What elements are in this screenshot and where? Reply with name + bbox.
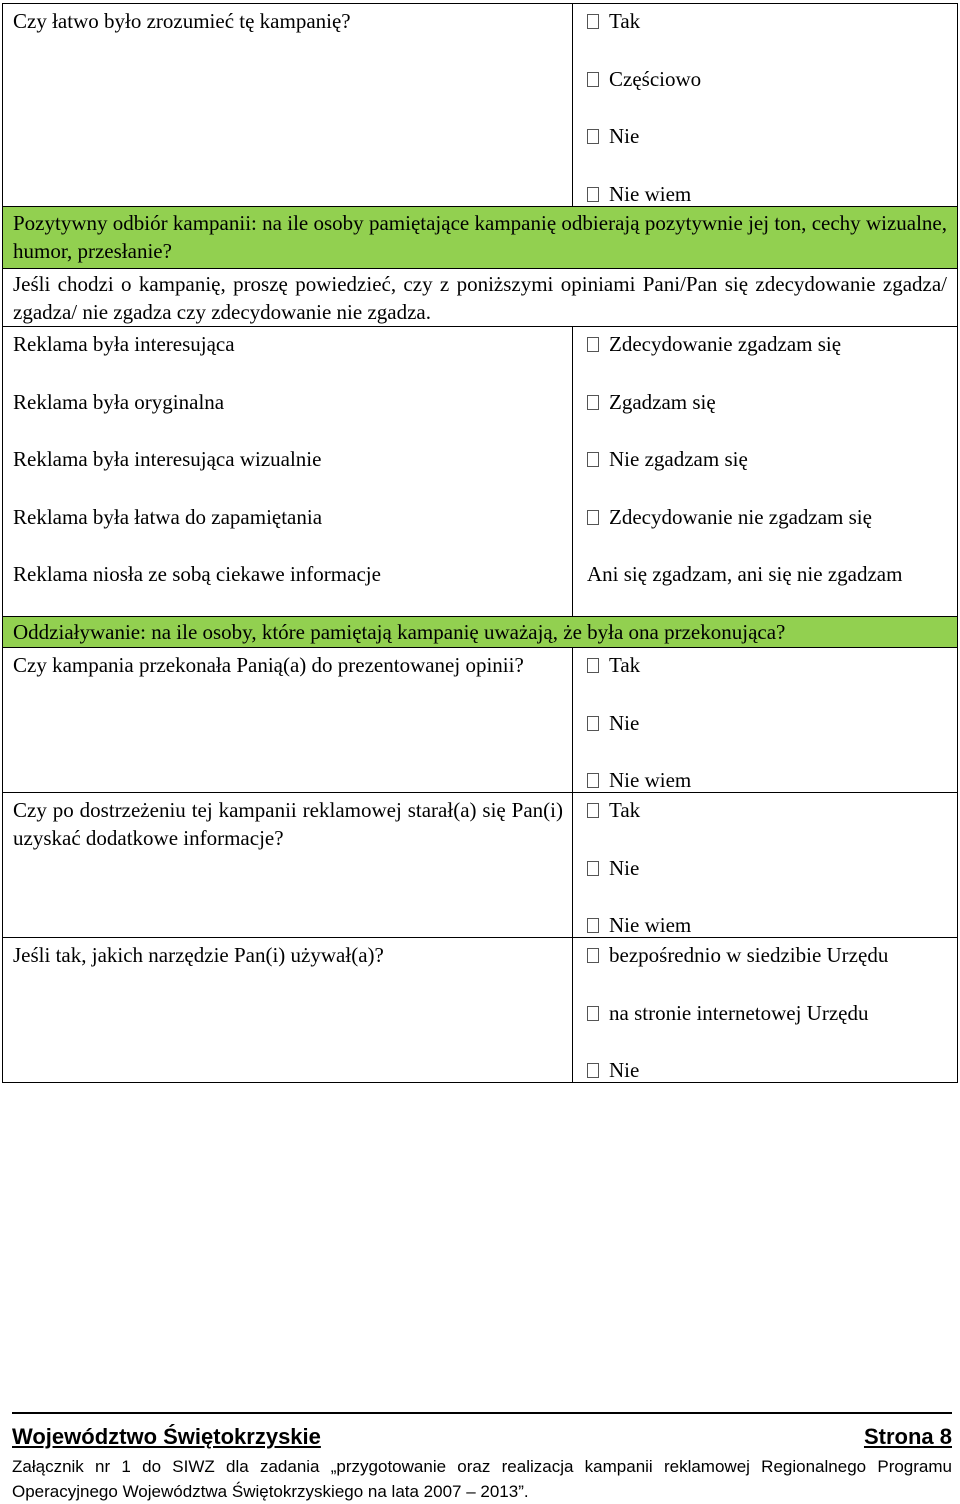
option-nie-wiem[interactable]: Nie wiem bbox=[587, 766, 957, 794]
option-nie-wiem[interactable]: Nie wiem bbox=[587, 911, 957, 939]
option-in-office[interactable]: bezpośrednio w siedzibie Urzędu bbox=[587, 941, 957, 999]
footer-note: Załącznik nr 1 do SIWZ dla zadania „przygotowanie oraz realizacja kampanii reklamowej Regionalnego Programu Operacyjnego Województwa Świętokrzyskiego na lata 2007 – 2013”. bbox=[12, 1457, 952, 1501]
option-tak[interactable]: Tak bbox=[587, 7, 957, 65]
checkbox-icon[interactable] bbox=[587, 14, 599, 29]
agreement-options bbox=[573, 327, 957, 588]
option-nie[interactable]: Nie bbox=[587, 122, 957, 180]
question-text: Jeśli tak, jakich narzędzie Pan(i) używał(a)? bbox=[13, 943, 384, 967]
option-nie[interactable]: Nie bbox=[587, 1056, 957, 1084]
option-nie-wiem[interactable]: Nie wiem bbox=[587, 180, 957, 208]
answer-options bbox=[573, 793, 957, 939]
checkbox-icon[interactable] bbox=[587, 918, 599, 933]
option-website[interactable]: na stronie internetowej Urzędu bbox=[587, 999, 957, 1057]
section-heading-impact: Oddziaływanie: na ile osoby, które pamiętają kampanię uważają, że była ona przekonująca? bbox=[3, 616, 957, 647]
checkbox-icon[interactable] bbox=[587, 395, 599, 410]
checkbox-icon[interactable] bbox=[587, 716, 599, 731]
checkbox-icon[interactable] bbox=[587, 187, 599, 202]
option-tak[interactable]: Tak bbox=[587, 651, 957, 709]
question-row-tools bbox=[3, 937, 957, 1082]
checkbox-icon[interactable] bbox=[587, 861, 599, 876]
question-row-additional-info bbox=[3, 792, 957, 937]
page-number: Strona 8 bbox=[863, 1424, 952, 1449]
question-text: Czy łatwo było zrozumieć tę kampanię? bbox=[13, 9, 351, 33]
checkbox-icon[interactable] bbox=[587, 658, 599, 673]
option-agree[interactable]: Zgadzam się bbox=[587, 388, 957, 446]
option-tak[interactable]: Tak bbox=[587, 796, 957, 854]
option-nie[interactable]: Nie bbox=[587, 854, 957, 912]
opinion-statements bbox=[3, 327, 573, 621]
option-strongly-agree[interactable]: Zdecydowanie zgadzam się bbox=[587, 330, 957, 388]
checkbox-icon[interactable] bbox=[587, 72, 599, 87]
answer-options bbox=[573, 4, 957, 208]
question-row-understanding bbox=[3, 4, 957, 206]
statement-item: Reklama była interesująca wizualnie bbox=[13, 447, 322, 471]
opinion-grid bbox=[3, 326, 957, 616]
option-czesciowo[interactable]: Częściowo bbox=[587, 65, 957, 123]
checkbox-icon[interactable] bbox=[587, 1063, 599, 1078]
survey-table bbox=[2, 3, 958, 1083]
checkbox-icon[interactable] bbox=[587, 1006, 599, 1021]
checkbox-icon[interactable] bbox=[587, 452, 599, 467]
question-row-persuasion bbox=[3, 647, 957, 792]
answer-options bbox=[573, 648, 957, 794]
question-text: Czy kampania przekonała Panią(a) do prezentowanej opinii? bbox=[13, 653, 524, 677]
option-strongly-disagree[interactable]: Zdecydowanie nie zgadzam się bbox=[587, 503, 957, 561]
checkbox-icon[interactable] bbox=[587, 773, 599, 788]
option-nie[interactable]: Nie bbox=[587, 709, 957, 767]
statement-item: Reklama niosła ze sobą ciekawe informacje bbox=[13, 562, 381, 586]
footer-organization: Województwo Świętokrzyskie bbox=[12, 1424, 321, 1449]
answer-options bbox=[573, 938, 957, 1084]
option-neutral[interactable]: Ani się zgadzam, ani się nie zgadzam bbox=[587, 562, 903, 586]
statement-item: Reklama była oryginalna bbox=[13, 389, 225, 414]
checkbox-icon[interactable] bbox=[587, 129, 599, 144]
checkbox-icon[interactable] bbox=[587, 803, 599, 818]
option-disagree[interactable]: Nie zgadzam się bbox=[587, 445, 957, 503]
checkbox-icon[interactable] bbox=[587, 948, 599, 963]
statement-item: Reklama była łatwa do zapamiętania bbox=[13, 504, 323, 529]
section-heading-positive-reception: Pozytywny odbiór kampanii: na ile osoby pamiętające kampanię odbierają pozytywnie jej ton, cechy wizualne, humor, przesłanie? bbox=[3, 206, 957, 268]
checkbox-icon[interactable] bbox=[587, 510, 599, 525]
statement-item: Reklama była interesująca bbox=[13, 332, 235, 356]
checkbox-icon[interactable] bbox=[587, 337, 599, 352]
opinion-instructions: Jeśli chodzi o kampanię, proszę powiedzieć, czy z poniższymi opiniami Pani/Pan się zdecydowanie zgadza/ zgadza/ nie zgadza czy zdecydowanie nie zgadza. bbox=[3, 268, 957, 326]
question-text: Czy po dostrzeżeniu tej kampanii reklamowej starał(a) się Pan(i) uzyskać dodatkowe informacje? bbox=[13, 798, 563, 850]
footer-divider bbox=[12, 1412, 952, 1414]
